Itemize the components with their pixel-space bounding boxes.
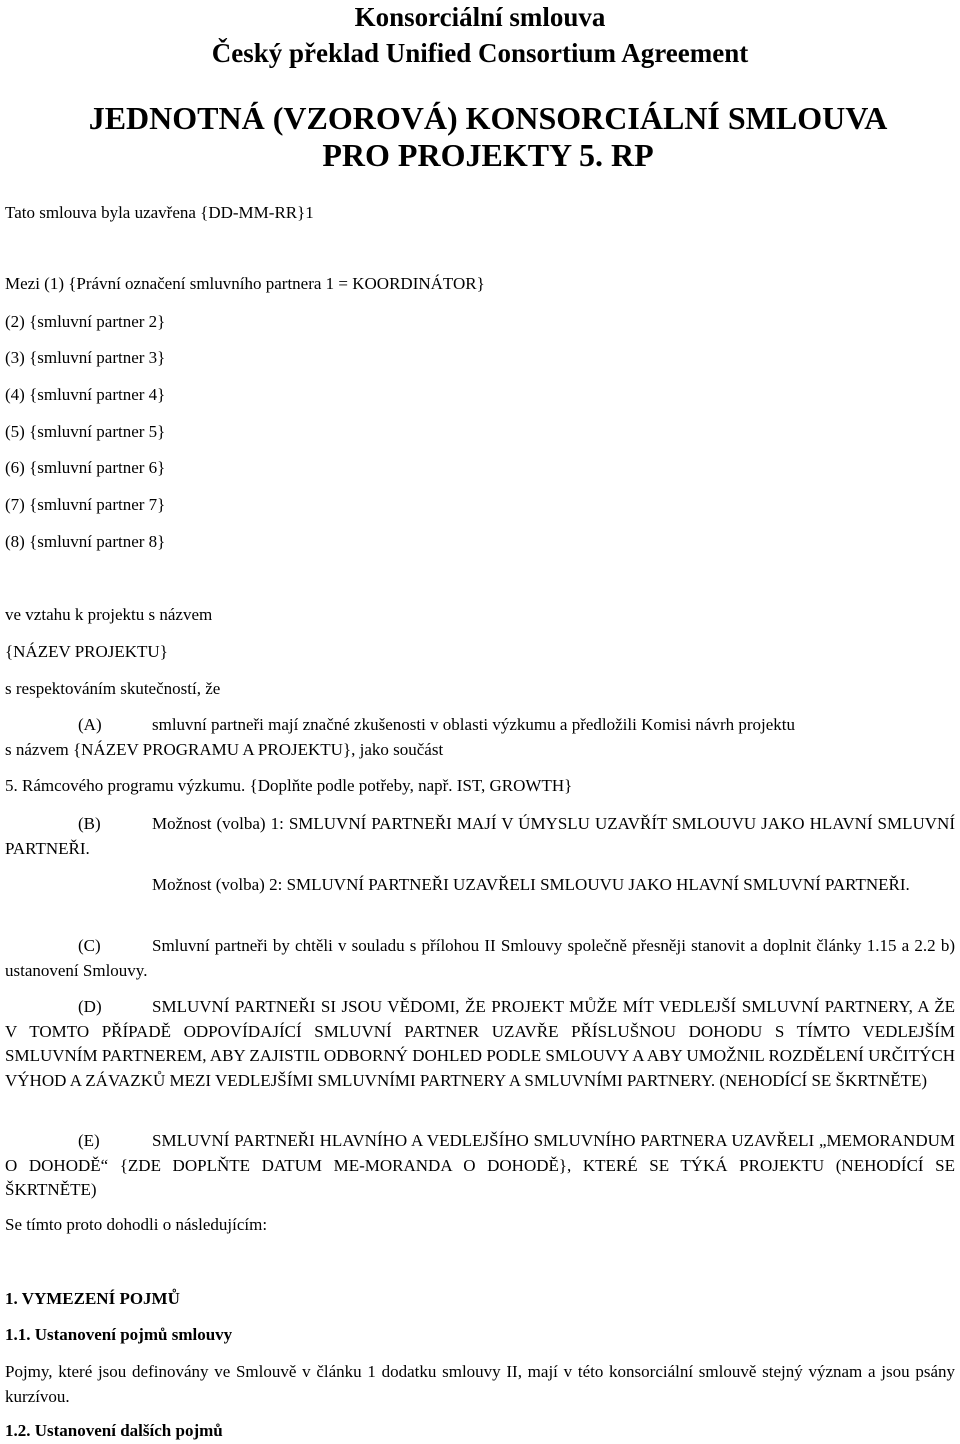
recital-d [5, 995, 955, 1093]
project-relation: ve vztahu k projektu s názvem [5, 605, 213, 624]
recital-e [5, 1129, 955, 1203]
party-3: (3) {smluvní partner 3} [5, 348, 166, 367]
party-8: (8) {smluvní partner 8} [5, 532, 166, 551]
section-1-2-heading: 1.2. Ustanovení dalších pojmů [5, 1421, 223, 1440]
main-title-line1: JEDNOTNÁ (VZOROVÁ) KONSORCIÁLNÍ SMLOUVA [88, 100, 888, 136]
party-6: (6) {smluvní partner 6} [5, 458, 166, 477]
party-5: (5) {smluvní partner 5} [5, 422, 166, 441]
recital-d-text: SMLUVNÍ PARTNEŘI SI JSOU VĚDOMI, ŽE PROJEKT MŮŽE MÍT VEDLEJŠÍ SMLUVNÍ PARTNERY, A ŽE V TOMTO PŘÍPADĚ ODPOVÍDAJÍCÍ SMLUVNÍ PARTNER UZAVŘE PŘÍSLUŠNOU DOHODU S TÍMTO VEDLEJŠÍM SMLUVNÍM PARTNEREM, ABY ZAJISTIL ODBORNÝ DOHLED PODLE SMLOUVY A ABY UMOŽNIL ROZDĚLENÍ URČITÝCH VÝHOD A ZÁVAZKŮ MEZI VEDLEJŠÍMI SMLUVNÍMI PARTNERY A SMLUVNÍMI PARTNERY. (NEHODÍCÍ SE ŠKRTNĚTE) [5, 997, 955, 1090]
recital-b-option2: Možnost (volba) 2: SMLUVNÍ PARTNEŘI UZAVŘELI SMLOUVU JAKO HLAVNÍ SMLUVNÍ PARTNEŘI. [152, 875, 910, 894]
document-title: Konsorciální smlouva [354, 2, 606, 32]
section-1-1-heading: 1.1. Ustanovení pojmů smlouvy [5, 1325, 233, 1344]
party-4: (4) {smluvní partner 4} [5, 385, 166, 404]
document-subtitle: Český překlad Unified Consortium Agreement [211, 38, 749, 68]
recital-d-label: (D) [78, 997, 102, 1016]
section-1-heading: 1. VYMEZENÍ POJMŮ [5, 1289, 180, 1308]
agreed-statement: Se tímto proto dohodli o následujícím: [5, 1215, 268, 1234]
recital-b-option1 [5, 812, 955, 861]
recital-a-text-1: smluvní partneři mají značné zkušenosti v oblasti výzkumu a předložili Komisi návrh projektu [152, 715, 796, 734]
recital-c-label: (C) [78, 936, 101, 955]
recital-e-label: (E) [78, 1131, 100, 1150]
concluded-date: Tato smlouva byla uzavřena {DD-MM-RR}1 [5, 203, 314, 222]
party-1: Mezi (1) {Právní označení smluvního partnera 1 = KOORDINÁTOR} [5, 274, 485, 293]
project-name: {NÁZEV PROJEKTU} [5, 642, 168, 661]
section-1-1-text: Pojmy, které jsou definovány ve Smlouvě v článku 1 dodatku smlouvy II, mají v této konsorciální smlouvě stejný význam a jsou psány kurzívou. [5, 1362, 955, 1406]
recital-e-text: SMLUVNÍ PARTNEŘI HLAVNÍHO A VEDLEJŠÍHO SMLUVNÍHO PARTNERA UZAVŘELI „MEMORANDUM O DOHODĚ“ {ZDE DOPLŇTE DATUM ME-MORANDA O DOHODĚ}, KTERÉ SE TÝKÁ PROJEKTU (NEHODÍCÍ SE ŠKRTNĚTE) [5, 1131, 955, 1199]
recital-c [5, 934, 955, 983]
recital-a-text-2: s názvem {NÁZEV PROGRAMU A PROJEKTU}, jako součást [5, 740, 444, 759]
considering: s respektováním skutečností, že [5, 679, 221, 698]
recital-c-text: Smluvní partneři by chtěli v souladu s přílohou II Smlouvy společně přesněji stanovit a doplnit články 1.15 a 2.2 b) ustanovení Smlouvy. [5, 936, 955, 980]
party-7: (7) {smluvní partner 7} [5, 495, 166, 514]
recital-b-option1-text: Možnost (volba) 1: SMLUVNÍ PARTNEŘI MAJÍ V ÚMYSLU UZAVŘÍT SMLOUVU JAKO HLAVNÍ SMLUVNÍ PARTNEŘI. [5, 814, 955, 858]
recital-a-text-3: 5. Rámcového programu výzkumu. {Doplňte podle potřeby, např. IST, GROWTH} [5, 776, 573, 795]
recital-a-label: (A) [78, 715, 102, 734]
party-2: (2) {smluvní partner 2} [5, 312, 166, 331]
main-title-line2: PRO PROJEKTY 5. RP [322, 137, 654, 173]
recital-b-label: (B) [78, 814, 101, 833]
